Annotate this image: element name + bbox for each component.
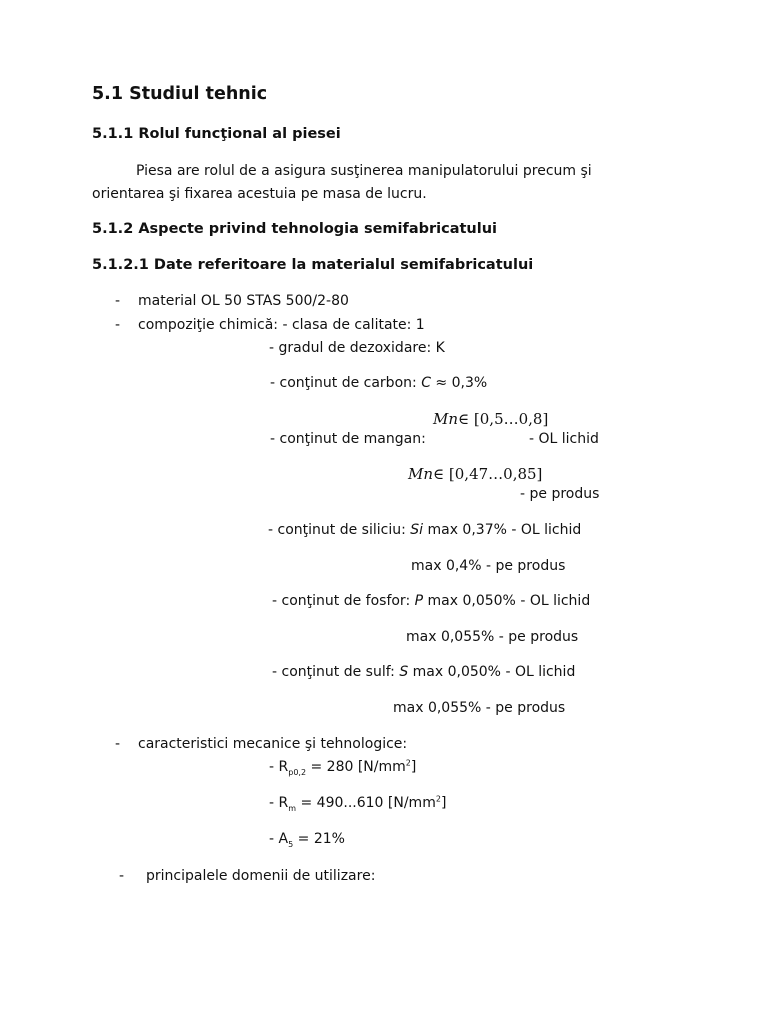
- silicon-content: [268, 522, 581, 538]
- silicon-value: max 0,37% - OL lichid: [423, 522, 582, 538]
- elongation: [269, 831, 345, 847]
- phosphorus-symbol: P: [414, 593, 424, 609]
- a-prefix: - A: [269, 831, 289, 847]
- rp-close: ]: [410, 759, 417, 775]
- mechanical-title: caracteristici mecanice şi tehnologice:: [138, 736, 408, 752]
- rp-value: = 280 [N/mm: [306, 759, 406, 775]
- bullet-dash: -: [115, 317, 121, 333]
- bullet-composition: compoziţie chimică: - clasa de calitate: 1: [138, 317, 425, 333]
- sulfur-content: [272, 664, 575, 680]
- subsection-title-rol: 5.1.1 Rolul funcţional al piesei: [92, 126, 341, 142]
- usage-domains: principalele domenii de utilizare:: [146, 868, 376, 884]
- rm-superscript: 2: [435, 794, 441, 804]
- mn-range-product: [408, 466, 542, 482]
- phosphorus-value: max 0,050% - OL lichid: [423, 593, 591, 609]
- sulfur-value-product: max 0,055% - pe produs: [393, 700, 566, 716]
- carbon-symbol: C: [421, 375, 431, 391]
- paragraph-line-1: Piesa are rolul de a asigura susţinerea manipulatorului precum şi: [136, 163, 592, 179]
- bullet-dash: -: [119, 868, 125, 884]
- mn-symbol: Mn: [408, 465, 434, 483]
- paragraph-line-2: orientarea şi fixarea acestuia pe masa de lucru.: [92, 186, 427, 202]
- deoxidation-degree: - gradul de dezoxidare: K: [269, 340, 445, 356]
- bullet-material: material OL 50 STAS 500/2-80: [138, 293, 349, 309]
- tensile-strength: [269, 795, 446, 811]
- phosphorus-label: - conţinut de fosfor:: [272, 593, 415, 609]
- rm-value: = 490...610 [N/mm: [296, 795, 436, 811]
- a-value: = 21%: [293, 831, 345, 847]
- carbon-value: ≈ 0,3%: [430, 375, 488, 391]
- mn-range: ∈ [0,47…0,85]: [433, 465, 543, 483]
- silicon-symbol: Si: [410, 522, 424, 538]
- sulfur-value: max 0,050% - OL lichid: [408, 664, 576, 680]
- manganese-label: - conţinut de mangan:: [270, 431, 426, 447]
- subsection-title-aspecte: 5.1.2 Aspecte privind tehnologia semifabricatului: [92, 221, 498, 237]
- subsubsection-title-date: 5.1.2.1 Date referitoare la materialul semifabricatului: [92, 257, 534, 273]
- sulfur-symbol: S: [399, 664, 409, 680]
- rm-prefix: - R: [269, 795, 289, 811]
- section-title: 5.1 Studiul tehnic: [92, 84, 268, 104]
- mn-range-liquid: [433, 411, 548, 427]
- rp-prefix: - R: [269, 759, 289, 775]
- manganese-note-product: - pe produs: [520, 486, 600, 502]
- bullet-dash: -: [115, 736, 121, 752]
- rp-superscript: 2: [405, 758, 411, 768]
- silicon-value-product: max 0,4% - pe produs: [411, 558, 566, 574]
- carbon-label: - conţinut de carbon:: [270, 375, 422, 391]
- a-subscript: 5: [288, 839, 294, 849]
- silicon-label: - conţinut de siliciu:: [268, 522, 411, 538]
- manganese-note-liquid: - OL lichid: [529, 431, 599, 447]
- mn-range: ∈ [0,5…0,8]: [458, 410, 549, 428]
- sulfur-label: - conţinut de sulf:: [272, 664, 400, 680]
- rm-close: ]: [440, 795, 447, 811]
- bullet-dash: -: [115, 293, 121, 309]
- yield-strength: [269, 759, 416, 775]
- phosphorus-content: [272, 593, 590, 609]
- rm-subscript: m: [288, 803, 297, 813]
- mn-symbol: Mn: [433, 410, 459, 428]
- carbon-content: [270, 375, 487, 391]
- phosphorus-value-product: max 0,055% - pe produs: [406, 629, 579, 645]
- rp-subscript: p0,2: [288, 767, 307, 777]
